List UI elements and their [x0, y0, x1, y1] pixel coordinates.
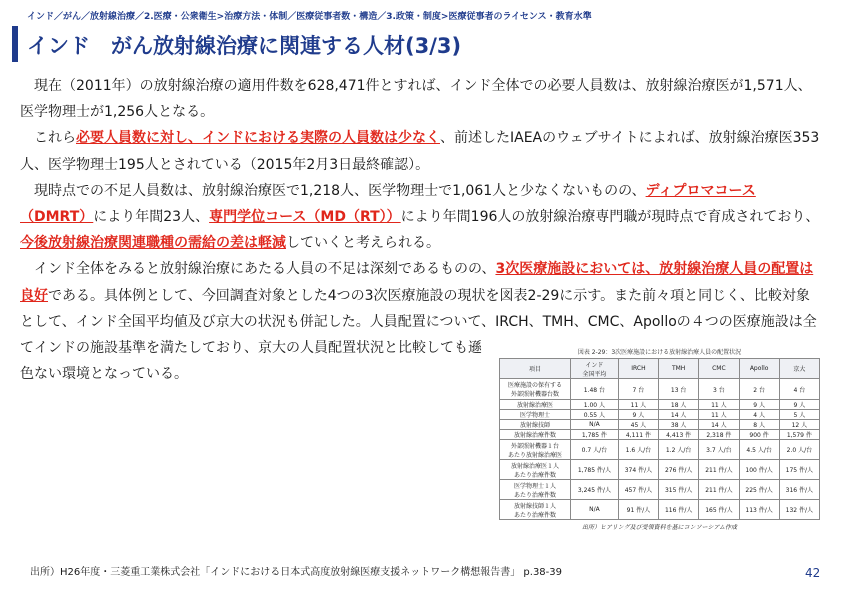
table-cell: 1,785 件	[571, 430, 619, 440]
paragraph-3-text-b: により年間23人、	[93, 209, 210, 226]
table-header-col: Apollo	[739, 359, 779, 379]
title-accent-bar	[12, 26, 18, 62]
paragraph-4-text-a: インド全体をみると放射線治療にあたる人員の不足は深刻であるものの、	[34, 261, 496, 278]
table-cell: 211 件/人	[699, 460, 739, 480]
table-cell: 1.2 人/台	[659, 440, 699, 460]
table-cell: 9 人	[618, 410, 658, 420]
table-cell: 9 人	[739, 400, 779, 410]
paragraph-2	[20, 125, 820, 177]
table-cell: 14 人	[659, 410, 699, 420]
table-cell: 18 人	[659, 400, 699, 410]
table-cell: 0.55 人	[571, 410, 619, 420]
table-cell: 100 件/人	[739, 460, 779, 480]
table-cell: 14 人	[699, 420, 739, 430]
paragraph-3	[20, 178, 820, 257]
table-cell: 225 件/人	[739, 480, 779, 500]
table-cell: 374 件/人	[618, 460, 658, 480]
table-cell: 5 人	[779, 410, 819, 420]
highlight-shortage: 必要人員数に対し、インドにおける実際の人員数は少なく	[76, 130, 440, 147]
table-cell: 2 台	[739, 379, 779, 400]
table-cell: 7 台	[618, 379, 658, 400]
table-cell: 11 人	[699, 400, 739, 410]
paragraph-2-text-a: これら	[34, 130, 76, 147]
paragraph-3-text-d: していくと考えられる。	[286, 235, 440, 252]
table-cell: 316 件/人	[779, 480, 819, 500]
table-cell: 276 件/人	[659, 460, 699, 480]
table-row-label: 放射線技師	[500, 420, 571, 430]
table-cell: 1,579 件	[779, 430, 819, 440]
table-row	[500, 400, 820, 410]
page-number: 42	[805, 566, 821, 580]
table-header-row	[500, 359, 820, 379]
staffing-comparison-table	[499, 358, 820, 520]
paragraph-1-text: 現在（2011年）の放射線治療の適用件数を628,471件とすれば、インド全体での必要人員数は、放射線治療医が1,571人、医学物理士が1,256人となる。	[20, 78, 812, 121]
table-row-label: 医学物理士	[500, 410, 571, 420]
table-row-label: 放射線治療件数	[500, 430, 571, 440]
table-cell: 4,413 件	[659, 430, 699, 440]
table-cell: 3 台	[699, 379, 739, 400]
table-cell: 9 人	[779, 400, 819, 410]
table-cell: 45 人	[618, 420, 658, 430]
comparison-table-area	[499, 347, 820, 531]
table-cell: 0.7 人/台	[571, 440, 619, 460]
table-row	[500, 430, 820, 440]
table-cell: 2.0 人/台	[779, 440, 819, 460]
table-cell: 3.7 人/台	[699, 440, 739, 460]
table-cell: N/A	[571, 420, 619, 430]
table-cell: 165 件/人	[699, 500, 739, 520]
table-cell: 4 人	[739, 410, 779, 420]
table-row	[500, 460, 820, 480]
table-cell: 1.48 台	[571, 379, 619, 400]
table-row-label: 医療施設の保有する 外部照射機器台数	[500, 379, 571, 400]
table-row-label: 放射線治療医１人 あたり治療件数	[500, 460, 571, 480]
table-cell: 113 件/人	[739, 500, 779, 520]
table-cell: 11 人	[618, 400, 658, 410]
table-cell: N/A	[571, 500, 619, 520]
table-row	[500, 500, 820, 520]
table-source-note: 出所）ヒアリング及び受領資料を基にコンソーシアム作成	[581, 524, 738, 531]
table-cell: 1.6 人/台	[618, 440, 658, 460]
breadcrumb: インド／がん／放射線治療／2.医療・公衆衛生>治療方法・体制／医療従事者数・構造／3.政策・制度>医療従事者のライセンス・教育水準	[27, 12, 592, 22]
table-header-col: インド 全国平均	[571, 359, 619, 379]
paragraph-4-text-b: である。具体例として、今回調査対象とした4つの3次医療施設の現状を図表2-29に示す。また前々項と同じく、比較対象として、インド全国平均値及び京大の状況も併記した。人員配置について、IRCH、TMH、CMC、Apolloの４つの医療施設は全てインドの施設基準を満たしており、京大の人員配置状況と比較しても遜色ない環境となっている。	[20, 287, 817, 383]
table-cell: 11 人	[699, 410, 739, 420]
table-cell: 132 件/人	[779, 500, 819, 520]
table-row	[500, 480, 820, 500]
table-cell: 8 人	[739, 420, 779, 430]
table-cell: 457 件/人	[618, 480, 658, 500]
highlight-gap-reduced: 今後放射線治療関連職種の需給の差は軽減	[20, 235, 286, 252]
paragraph-1	[20, 73, 820, 125]
table-caption: 図表 2-29：3次医療施設における放射線治療人員の配置状況	[577, 349, 742, 356]
table-cell: 1.00 人	[571, 400, 619, 410]
table-cell: 3,245 件/人	[571, 480, 619, 500]
table-cell: 2,318 件	[699, 430, 739, 440]
highlight-degree-course: 専門学位コース（MD（RT））	[209, 209, 401, 226]
table-cell: 315 件/人	[659, 480, 699, 500]
table-cell: 4 台	[779, 379, 819, 400]
table-cell: 38 人	[659, 420, 699, 430]
table-cell: 13 台	[659, 379, 699, 400]
table-header-col: CMC	[699, 359, 739, 379]
paragraph-2-text-b: 、前述したIAEAのウェブサイトによれば、放射線治療医353人、医学物理士195人とされている（2015年2月3日最終確認）。	[20, 130, 820, 173]
paragraph-3-text-a: 現時点での不足人員数は、放射線治療医で1,218人、医学物理士で1,061人と少なくないものの、	[34, 182, 646, 199]
table-cell: 116 件/人	[659, 500, 699, 520]
table-row-label: 放射線治療医	[500, 400, 571, 410]
table-cell: 211 件/人	[699, 480, 739, 500]
table-cell: 12 人	[779, 420, 819, 430]
table-cell: 91 件/人	[618, 500, 658, 520]
table-row-label: 外部照射機器１台 あたり放射線治療医	[500, 440, 571, 460]
table-row-label: 放射線技師１人 あたり治療件数	[500, 500, 571, 520]
highlight-diploma-course: ディプロマコース（DMRT）	[20, 182, 756, 226]
table-row	[500, 440, 820, 460]
table-header-item: 項目	[500, 359, 571, 379]
table-header-col: 京大	[779, 359, 819, 379]
page-title: インド がん放射線治療に関連する人材(3/3)	[27, 34, 462, 58]
table-row	[500, 410, 820, 420]
table-cell: 175 件/人	[779, 460, 819, 480]
table-header-col: TMH	[659, 359, 699, 379]
table-body	[500, 379, 820, 520]
table-cell: 4,111 件	[618, 430, 658, 440]
table-cell: 900 件	[739, 430, 779, 440]
table-header-col: IRCH	[618, 359, 658, 379]
table-row	[500, 420, 820, 430]
source-citation: 出所）H26年度・三菱重工業株式会社「インドにおける日本式高度放射線医療支援ネットワーク構想報告書」 p.38-39	[30, 567, 563, 578]
table-row-label: 医学物理士１人 あたり治療件数	[500, 480, 571, 500]
table-cell: 1,785 件/人	[571, 460, 619, 480]
table-cell: 4.5 人/台	[739, 440, 779, 460]
highlight-tertiary-good: 3次医療施設においては、放射線治療人員の配置は良好	[20, 261, 814, 304]
paragraph-3-text-c: により年間196人の放射線治療専門職が現時点で育成されており、	[400, 209, 820, 226]
table-row	[500, 379, 820, 400]
